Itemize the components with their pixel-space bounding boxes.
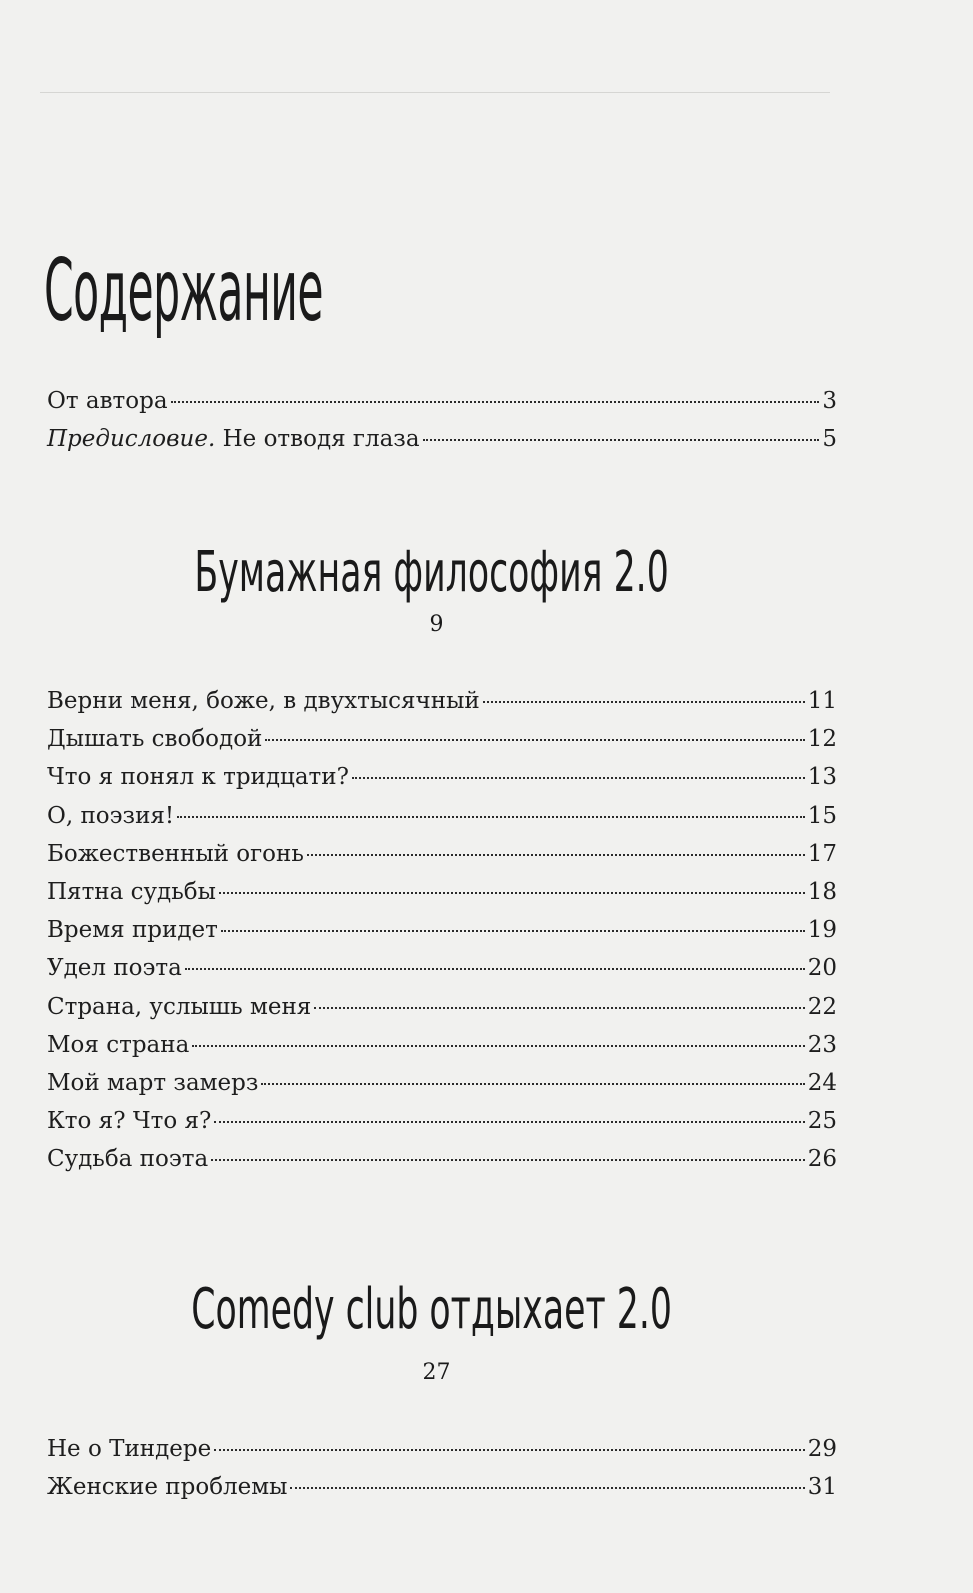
toc-entry-page: 3 [822, 388, 837, 414]
dot-leader [290, 1487, 804, 1489]
toc-entry-page: 13 [807, 764, 837, 791]
section-page-number: 27 [422, 1360, 451, 1385]
toc-entry-page: 22 [807, 993, 837, 1020]
toc-entry[interactable] [47, 841, 837, 879]
toc-entry-page: 12 [807, 726, 837, 753]
toc-entry-label: Пятна судьбы [47, 878, 216, 905]
toc-entry-page: 19 [807, 917, 837, 944]
toc-entry-label [47, 426, 420, 452]
toc-entry-page: 20 [807, 955, 837, 982]
toc-entry[interactable] [47, 1474, 837, 1512]
toc-entry-label: Страна, услышь меня [47, 993, 312, 1020]
toc-entry[interactable] [47, 1032, 837, 1070]
section-title-text: Бумажная философия 2.0 [194, 540, 669, 605]
toc-entry[interactable] [47, 726, 837, 764]
section-page-number: 9 [429, 612, 444, 637]
toc-entry-label: Божественный огонь [47, 840, 304, 867]
toc-entry-label-italic: Предисловие. [47, 426, 216, 453]
toc-entry-page: 23 [807, 1031, 837, 1058]
dot-leader [185, 968, 805, 970]
dot-leader [214, 1121, 804, 1123]
page-title: Содержание [44, 240, 323, 341]
dot-leader [219, 892, 805, 894]
toc-entry-label: Кто я? Что я? [47, 1108, 212, 1135]
toc-entry-page: 26 [807, 1146, 837, 1173]
toc-entry-page: 15 [807, 802, 837, 829]
header-rule [40, 92, 830, 93]
toc-entry-page: 31 [807, 1474, 837, 1501]
toc-entry-label: От автора [47, 388, 168, 414]
toc-entry[interactable] [47, 1146, 837, 1184]
dot-leader [171, 401, 820, 403]
toc-entry[interactable] [47, 688, 837, 726]
toc-entry-label: Удел поэта [47, 955, 182, 982]
toc-entry-label: Что я понял к тридцати? [47, 764, 349, 791]
section-2-list [47, 1436, 837, 1512]
dot-leader [211, 1159, 805, 1161]
toc-entry-label-text: Не отводя глаза [222, 426, 420, 453]
toc-entry-label: Дышать свободой [47, 726, 263, 753]
dot-leader [214, 1449, 804, 1451]
toc-entry-label: Верни меня, боже, в двухтысячный [47, 688, 480, 714]
toc-entry-page: 25 [807, 1108, 837, 1135]
dot-leader [192, 1045, 804, 1047]
toc-entry-label: Моя страна [47, 1031, 190, 1058]
toc-entry-page: 29 [807, 1436, 837, 1462]
toc-entry-page: 18 [807, 878, 837, 905]
toc-entry[interactable] [47, 1436, 837, 1474]
section-1-list [47, 688, 837, 1184]
toc-entry-label: Не о Тиндере [47, 1436, 212, 1462]
toc-entry-label: Судьба поэта [47, 1146, 209, 1173]
dot-leader [261, 1083, 804, 1085]
toc-entry[interactable] [47, 426, 837, 464]
toc-entry[interactable] [47, 1070, 837, 1108]
dot-leader [423, 439, 820, 441]
section-title [0, 540, 918, 605]
toc-entry-page: 24 [807, 1069, 837, 1096]
section-title-text: Comedy club отдыхает 2.0 [191, 1277, 672, 1342]
toc-entry[interactable] [47, 764, 837, 802]
toc-entry-label: Женские проблемы [47, 1474, 288, 1501]
toc-entry[interactable] [47, 994, 837, 1032]
toc-entry-page: 17 [807, 840, 837, 867]
toc-entry[interactable] [47, 917, 837, 955]
section-title [0, 1277, 918, 1342]
dot-leader [352, 777, 805, 779]
toc-entry-page: 5 [822, 426, 837, 453]
toc-entry[interactable] [47, 803, 837, 841]
toc-entry-label: О, поэзия! [47, 802, 175, 829]
toc-entry[interactable] [47, 879, 837, 917]
front-matter-list [47, 388, 837, 464]
dot-leader [221, 930, 805, 932]
dot-leader [483, 701, 805, 703]
toc-entry[interactable] [47, 388, 837, 426]
dot-leader [307, 854, 805, 856]
toc-entry[interactable] [47, 955, 837, 993]
dot-leader [314, 1007, 804, 1009]
toc-entry[interactable] [47, 1108, 837, 1146]
dot-leader [177, 816, 805, 818]
toc-entry-label: Мой март замерз [47, 1069, 259, 1096]
dot-leader [265, 739, 804, 741]
toc-entry-label: Время придет [47, 917, 218, 944]
toc-entry-page: 11 [807, 688, 837, 714]
